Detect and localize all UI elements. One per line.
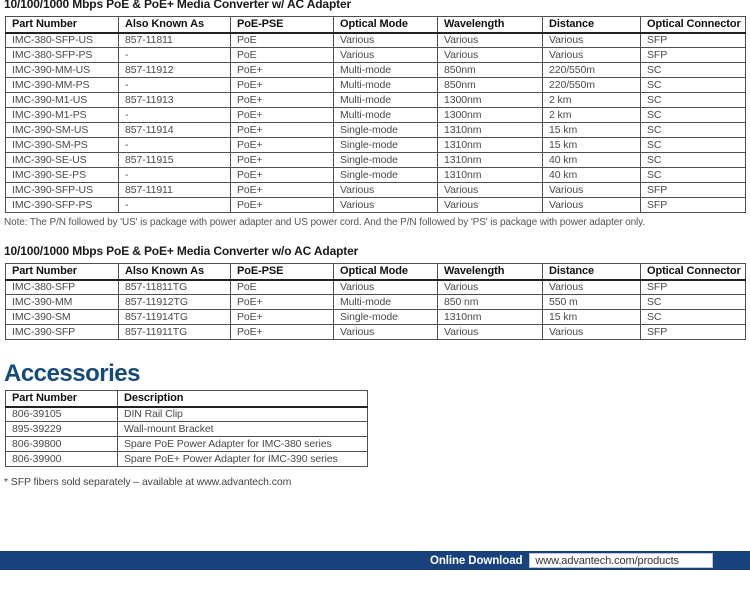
table-cell: IMC-390-M1-US	[6, 93, 119, 108]
table-cell: Wall-mount Bracket	[118, 422, 368, 437]
table-row	[6, 198, 746, 213]
table-cell: Multi-mode	[334, 78, 438, 93]
table-cell: PoE+	[231, 198, 334, 213]
table-cell: 857-11915	[119, 153, 231, 168]
footer-bar	[0, 551, 750, 570]
table-row	[6, 78, 746, 93]
table-row	[6, 138, 746, 153]
column-header: Distance	[543, 264, 641, 280]
column-header: Part Number	[6, 391, 118, 407]
column-header: Optical Mode	[334, 264, 438, 280]
accessories-heading: Accessories	[4, 360, 140, 387]
table-cell: DIN Rail Clip	[118, 407, 368, 422]
table-cell: SFP	[641, 280, 746, 295]
table-cell: PoE+	[231, 138, 334, 153]
table-cell: 857-11913	[119, 93, 231, 108]
table-cell: SC	[641, 108, 746, 123]
table-cell: SC	[641, 78, 746, 93]
table-cell: 40 km	[543, 153, 641, 168]
table-cell: PoE+	[231, 183, 334, 198]
table-header-row	[6, 391, 368, 407]
table-cell: SC	[641, 295, 746, 310]
table-cell: Single-mode	[334, 310, 438, 325]
table-cell: 857-11811TG	[119, 280, 231, 295]
table-row	[6, 280, 746, 295]
table-cell: 220/550m	[543, 78, 641, 93]
table-cell: SFP	[641, 325, 746, 340]
table-cell: Spare PoE+ Power Adapter for IMC-390 series	[118, 452, 368, 467]
column-header: Description	[118, 391, 368, 407]
table-cell: Single-mode	[334, 168, 438, 183]
table-cell: SC	[641, 63, 746, 78]
table-cell: Various	[438, 48, 543, 63]
table-cell: 1300nm	[438, 93, 543, 108]
table-cell: Various	[334, 48, 438, 63]
table-cell: IMC-390-SM	[6, 310, 119, 325]
column-header: Part Number	[6, 264, 119, 280]
table-cell: Multi-mode	[334, 63, 438, 78]
table-row	[6, 422, 368, 437]
table-cell: IMC-390-MM	[6, 295, 119, 310]
table-cell: -	[119, 48, 231, 63]
table-cell: IMC-390-SE-PS	[6, 168, 119, 183]
table-cell: PoE+	[231, 108, 334, 123]
table-cell: Various	[438, 325, 543, 340]
table-row	[6, 153, 746, 168]
table-row	[6, 310, 746, 325]
table-cell: SC	[641, 123, 746, 138]
table-cell: PoE	[231, 48, 334, 63]
table-cell: 1300nm	[438, 108, 543, 123]
table-cell: SFP	[641, 198, 746, 213]
table-cell: IMC-390-SE-US	[6, 153, 119, 168]
column-header: Wavelength	[438, 264, 543, 280]
table-row	[6, 407, 368, 422]
media-converter-no-ac-table	[5, 263, 746, 340]
table-cell: Various	[543, 198, 641, 213]
table-cell: SC	[641, 138, 746, 153]
table-cell: 1310nm	[438, 310, 543, 325]
table-cell: Various	[543, 325, 641, 340]
column-header: Optical Mode	[334, 17, 438, 33]
table-cell: PoE	[231, 280, 334, 295]
table-cell: IMC-390-MM-PS	[6, 78, 119, 93]
section2-title: 10/100/1000 Mbps PoE & PoE+ Media Converter w/o AC Adapter	[4, 244, 359, 258]
table-row	[6, 183, 746, 198]
table-cell: -	[119, 138, 231, 153]
table-cell: IMC-390-SFP	[6, 325, 119, 340]
table-cell: SC	[641, 310, 746, 325]
table-cell: IMC-390-SFP-US	[6, 183, 119, 198]
column-header: PoE-PSE	[231, 264, 334, 280]
table-cell: 40 km	[543, 168, 641, 183]
table-cell: 850nm	[438, 63, 543, 78]
table-cell: IMC-390-SFP-PS	[6, 198, 119, 213]
accessories-table	[5, 390, 368, 467]
table-cell: SC	[641, 93, 746, 108]
table-cell: IMC-390-MM-US	[6, 63, 119, 78]
section1-title: 10/100/1000 Mbps PoE & PoE+ Media Converter w/ AC Adapter	[4, 0, 352, 11]
table-cell: Various	[438, 280, 543, 295]
table-row	[6, 437, 368, 452]
table-cell: Various	[334, 325, 438, 340]
table-cell: 857-11914TG	[119, 310, 231, 325]
table-row	[6, 452, 368, 467]
table-cell: PoE+	[231, 310, 334, 325]
table-cell: 806-39900	[6, 452, 118, 467]
table-cell: IMC-390-M1-PS	[6, 108, 119, 123]
table-cell: Various	[334, 198, 438, 213]
table-cell: IMC-380-SFP	[6, 280, 119, 295]
table-cell: Various	[438, 198, 543, 213]
table-cell: PoE+	[231, 168, 334, 183]
table-cell: IMC-390-SM-US	[6, 123, 119, 138]
table-row	[6, 168, 746, 183]
table-header-row	[6, 264, 746, 280]
table-cell: 220/550m	[543, 63, 641, 78]
media-converter-ac-table	[5, 16, 746, 213]
package-note: Note: The P/N followed by 'US' is package with power adapter and US power cord. And the P/N followed by 'PS' is package with power adapter only.	[4, 217, 645, 228]
table-cell: 2 km	[543, 108, 641, 123]
table-cell: Various	[543, 48, 641, 63]
table-cell: 15 km	[543, 123, 641, 138]
table-cell: Various	[438, 183, 543, 198]
table-row	[6, 48, 746, 63]
download-url-box[interactable]	[529, 553, 713, 568]
column-header: Optical Connector	[641, 264, 746, 280]
table-cell: 15 km	[543, 310, 641, 325]
column-header: Wavelength	[438, 17, 543, 33]
table-cell: 1310nm	[438, 168, 543, 183]
table-row	[6, 93, 746, 108]
table-cell: Various	[334, 280, 438, 295]
column-header: Part Number	[6, 17, 119, 33]
column-header: Distance	[543, 17, 641, 33]
table-cell: 1310nm	[438, 123, 543, 138]
table-cell: 857-11912TG	[119, 295, 231, 310]
table-cell: PoE+	[231, 295, 334, 310]
table-cell: SC	[641, 153, 746, 168]
table-cell: -	[119, 168, 231, 183]
table-row	[6, 325, 746, 340]
table-cell: SFP	[641, 48, 746, 63]
table-cell: -	[119, 78, 231, 93]
table-cell: 895-39229	[6, 422, 118, 437]
table-cell: IMC-380-SFP-US	[6, 33, 119, 48]
table-cell: Single-mode	[334, 138, 438, 153]
online-download-label: Online Download	[430, 554, 523, 567]
download-url[interactable]: www.advantech.com/products	[535, 554, 679, 567]
table-row	[6, 108, 746, 123]
table-cell: Single-mode	[334, 153, 438, 168]
table-cell: -	[119, 198, 231, 213]
table-cell: IMC-390-SM-PS	[6, 138, 119, 153]
table-row	[6, 295, 746, 310]
table-cell: 850nm	[438, 78, 543, 93]
table-cell: Various	[543, 33, 641, 48]
table-cell: 806-39800	[6, 437, 118, 452]
table-cell: 857-11914	[119, 123, 231, 138]
table-cell: Multi-mode	[334, 295, 438, 310]
table-cell: PoE	[231, 33, 334, 48]
table-cell: 1310nm	[438, 153, 543, 168]
sfp-footnote: * SFP fibers sold separately – available at www.advantech.com	[4, 476, 292, 488]
table-cell: Various	[543, 183, 641, 198]
table-cell: 1310nm	[438, 138, 543, 153]
table-cell: Multi-mode	[334, 108, 438, 123]
table-cell: SC	[641, 168, 746, 183]
table-cell: Multi-mode	[334, 93, 438, 108]
table-cell: 857-11911TG	[119, 325, 231, 340]
column-header: Also Known As	[119, 264, 231, 280]
table-cell: SFP	[641, 183, 746, 198]
table-cell: Various	[438, 33, 543, 48]
table-cell: PoE+	[231, 325, 334, 340]
table-cell: SFP	[641, 33, 746, 48]
table-cell: 15 km	[543, 138, 641, 153]
table-cell: PoE+	[231, 123, 334, 138]
table-cell: 857-11811	[119, 33, 231, 48]
table-cell: Various	[543, 280, 641, 295]
column-header: PoE-PSE	[231, 17, 334, 33]
table-row	[6, 63, 746, 78]
table-cell: PoE+	[231, 78, 334, 93]
table-cell: Single-mode	[334, 123, 438, 138]
table-row	[6, 33, 746, 48]
table-cell: 550 m	[543, 295, 641, 310]
table-header-row	[6, 17, 746, 33]
column-header: Optical Connector	[641, 17, 746, 33]
table-cell: 2 km	[543, 93, 641, 108]
table-cell: IMC-380-SFP-PS	[6, 48, 119, 63]
table-cell: Various	[334, 33, 438, 48]
table-cell: PoE+	[231, 153, 334, 168]
table-cell: 857-11912	[119, 63, 231, 78]
table-row	[6, 123, 746, 138]
table-cell: Spare PoE Power Adapter for IMC-380 series	[118, 437, 368, 452]
table-cell: 857-11911	[119, 183, 231, 198]
table-cell: PoE+	[231, 93, 334, 108]
table-cell: 806-39105	[6, 407, 118, 422]
table-cell: PoE+	[231, 63, 334, 78]
table-cell: 850 nm	[438, 295, 543, 310]
table-cell: Various	[334, 183, 438, 198]
column-header: Also Known As	[119, 17, 231, 33]
table-cell: -	[119, 108, 231, 123]
